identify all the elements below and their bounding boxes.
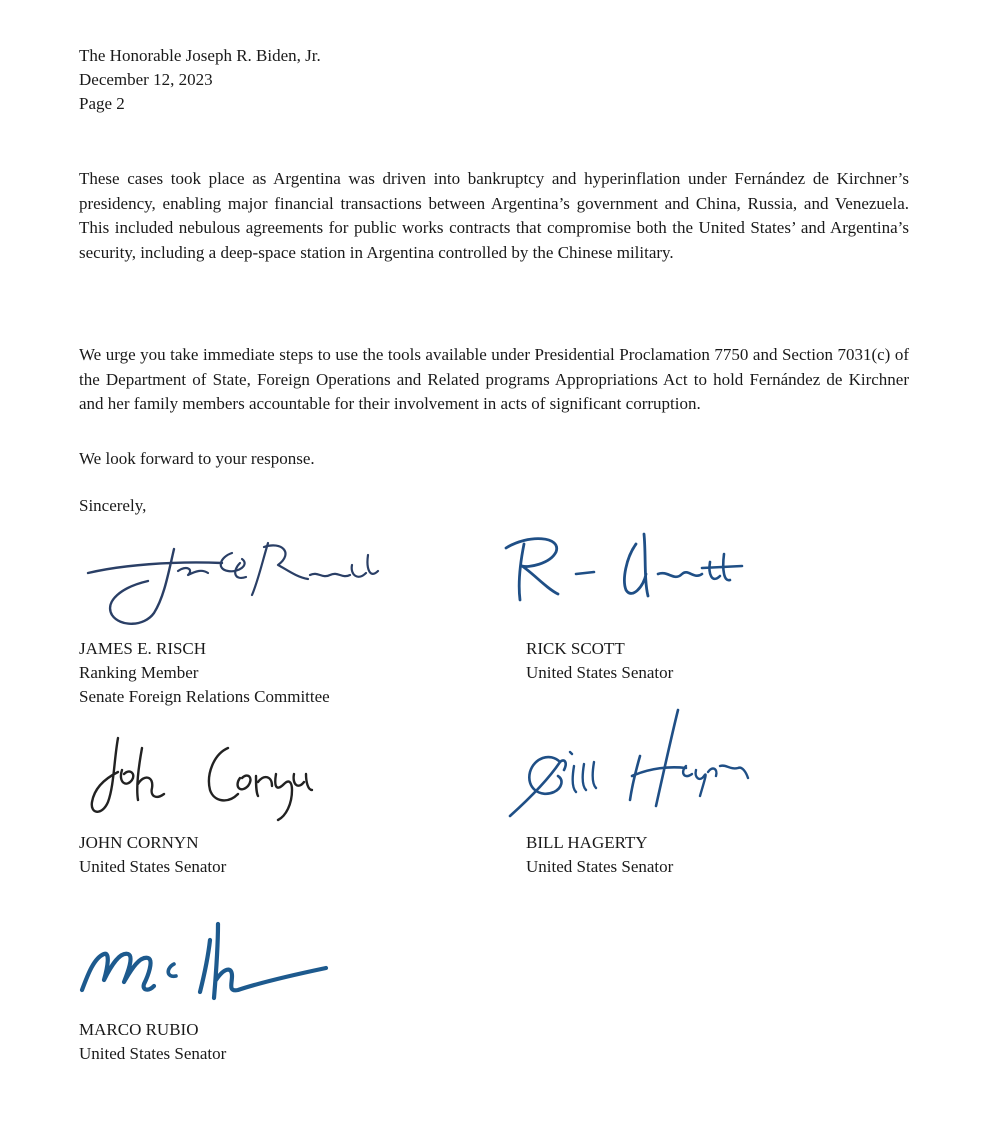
signatory-name: JAMES E. RISCH <box>79 639 207 658</box>
signatory-name: RICK SCOTT <box>526 639 625 658</box>
risch-signature-block <box>79 637 330 709</box>
hagerty-signature-block <box>526 831 673 879</box>
signatory-title: Ranking Member <box>79 663 199 682</box>
body-paragraph-2: We urge you take immediate steps to use the tools available under Presidential Proclamation 7750 and Section 7031(c) of the Department of State, Foreign Operations and Related programs Appropriations Act to hold Fernández de Kirchner and her family members accountable for their involvement in acts of significant corruption. <box>79 345 909 413</box>
cornyn-signature <box>78 730 338 830</box>
cornyn-signature-block <box>79 831 226 879</box>
letter-header <box>79 44 321 116</box>
signatory-name: BILL HAGERTY <box>526 833 648 852</box>
signatory-title: United States Senator <box>79 857 227 876</box>
body-paragraph-3: We look forward to your response. <box>79 449 315 468</box>
scott-signature-block <box>526 637 673 685</box>
closing-salutation: Sincerely, <box>79 496 147 515</box>
risch-signature <box>82 535 382 630</box>
body-paragraph-1: These cases took place as Argentina was driven into bankruptcy and hyperinflation under Fernández de Kirchner’s presidency, enabling major financial transactions between Argentina’s government and China, Russia, and Venezuela. This included nebulous agreements for public works contracts that compromise both the United States’ and Argentina’s security, including a deep-space station in Argentina controlled by the Chinese military. <box>79 169 909 262</box>
signatory-name: MARCO RUBIO <box>79 1020 199 1039</box>
page-number: Page 2 <box>79 94 125 113</box>
date-line: December 12, 2023 <box>79 70 213 89</box>
signatory-name: JOHN CORNYN <box>79 833 199 852</box>
recipient-line: The Honorable Joseph R. Biden, Jr. <box>79 46 321 65</box>
signatory-title: United States Senator <box>526 663 674 682</box>
signatory-title: United States Senator <box>79 1044 227 1063</box>
signatory-title: United States Senator <box>526 857 674 876</box>
rubio-signature <box>78 918 338 1013</box>
scott-signature <box>498 530 758 610</box>
rubio-signature-block <box>79 1018 226 1066</box>
hagerty-signature <box>500 706 760 826</box>
signatory-title: Senate Foreign Relations Committee <box>79 687 330 706</box>
